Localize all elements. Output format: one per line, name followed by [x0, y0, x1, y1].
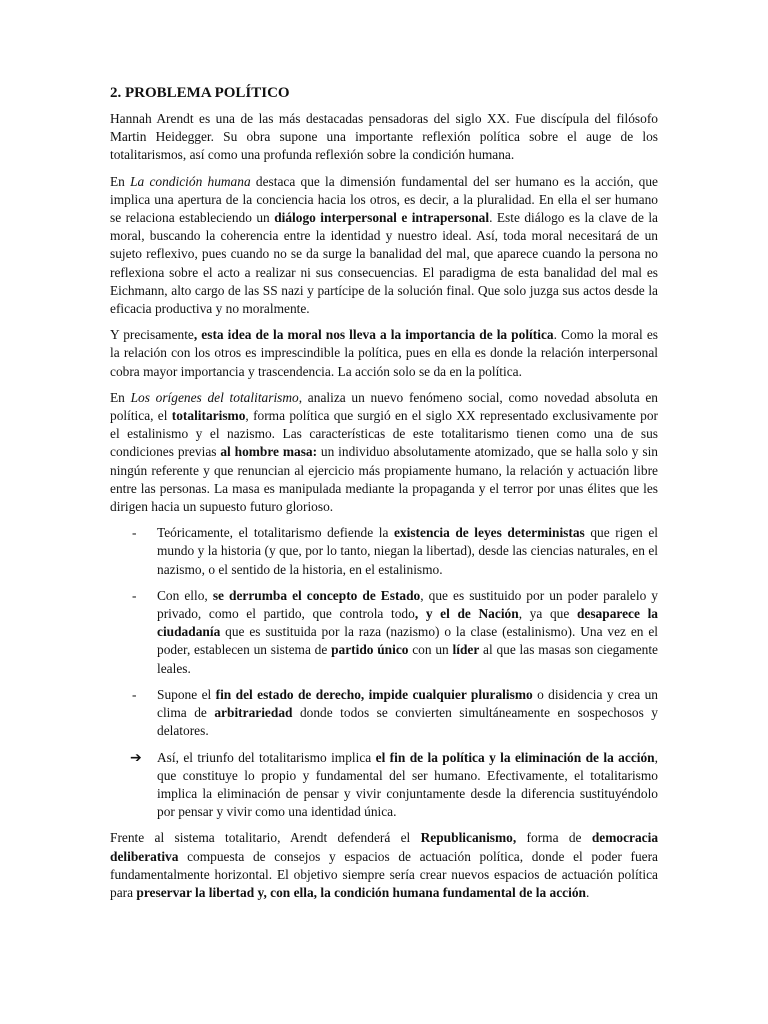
bold-phrase: Republicanismo,	[420, 830, 517, 846]
book-title: Los orígenes del totalitarismo	[130, 389, 299, 405]
list-item-conclusion: ➔ Así, el triunfo del totalitarismo implica el fin de la política y la eliminación de la acción, que constituye lo propio y fundamental del ser humano. Efectivamente, el totalitarismo implica la eliminación de pensar y vivir conjuntamente desde la diferencia sustituyéndolo por pensar y vivir como una identidad única.	[130, 749, 658, 820]
paragraph-totalitarismo: En Los orígenes del totalitarismo, analiza un nuevo fenómeno social, como novedad absoluta en política, el totalitarismo, forma política que surgió en el siglo XX representado exclusivamente por el estalinismo y el nazismo. Las características de este totalitarismo tienen como una de sus condiciones previas al hombre masa: un individuo absolutamente atomizado, que se halla solo y sin ningún referente y que renuncian al ejercicio más propiamente humano, la relación y actuación libre entre las personas. La masa es manipulada mediante la propaganda y el terror por unas élites que les dirigen hacia un supuesto futuro glorioso.	[110, 389, 658, 515]
bold-phrase: el fin de la política y la eliminación de la acción	[375, 749, 655, 765]
bold-phrase: arbitrariedad	[214, 705, 293, 721]
section-heading: 2. PROBLEMA POLÍTICO	[110, 85, 290, 101]
bold-phrase: desaparece la ciudadanía	[157, 606, 658, 640]
bold-phrase: preservar la libertad y, con ella, la condición humana fundamental de la acción	[136, 884, 586, 900]
dash-bullet: -	[132, 525, 137, 541]
arrow-right-icon: ➔	[130, 749, 142, 766]
bold-phrase: se derrumba el concepto de Estado	[212, 587, 421, 603]
dash-bullet: -	[132, 686, 137, 702]
bold-phrase: , esta idea de la moral nos lleva a la importancia de la política	[193, 327, 554, 343]
characteristics-list	[110, 524, 658, 821]
list-item: - Teóricamente, el totalitarismo defiende la existencia de leyes deterministas que rigen el mundo y la historia (y que, por lo tanto, niegan la libertad), desde las ciencias naturales, en el nazismo, o el sentido de la historia, en el estalinismo.	[132, 525, 658, 577]
book-title: La condición humana	[130, 173, 251, 189]
dash-bullet: -	[132, 587, 137, 603]
paragraph-intro: Hannah Arendt es una de las más destacadas pensadoras del siglo XX. Fue discípula del filósofo Martin Heidegger. Su obra supone una importante reflexión política sobre el auge de los totalitarismos, así como una profunda reflexión sobre la condición humana.	[110, 111, 658, 163]
paragraph-condicion-humana: En La condición humana destaca que la dimensión fundamental del ser humano es la acción, que implica una apertura de la conciencia hacia los otros, es decir, a la pluralidad. En ella el ser humano se relaciona estableciendo un diálogo interpersonal e intrapersonal. Este diálogo es la clave de la moral, buscando la coherencia entre la identidad y nuestro ideal. Así, toda moral necesitará de un sujeto reflexivo, pues cuando no se da surge la banalidad del mal, que aparece cuando la persona no reflexiona sobre el acto a realizar ni sus consecuencias. El paradigma de esta banalidad del mal es Eichmann, alto cargo de las SS nazi y partícipe de la solución final. Que solo juzga sus actos desde la eficacia productiva y no moralmente.	[110, 173, 658, 317]
paragraph-republicanismo: Frente al sistema totalitario, Arendt defenderá el Republicanismo, forma de democracia deliberativa compuesta de consejos y espacios de actuación política, donde el poder fuera fundamentalmente horizontal. El objetivo siempre sería crear nuevos espacios de actuación política para preservar la libertad y, con ella, la condición humana fundamental de la acción.	[110, 830, 659, 900]
list-item: - Con ello, se derrumba el concepto de Estado, que es sustituido por un poder paralelo y privado, como el partido, que controla todo, y el de Nación, ya que desaparece la ciudadanía que es sustituida por la raza (nazismo) o la clase (estalinismo). Una vez en el poder, establecen un sistema de partido único con un líder al que las masas son ciegamente leales.	[132, 587, 658, 676]
bold-phrase: democracia deliberativa	[110, 830, 659, 864]
bold-phrase: partido único	[331, 642, 409, 658]
list-item: - Supone el fin del estado de derecho, impide cualquier pluralismo o disidencia y crea un clima de arbitrariedad donde todos se convierten simultáneamente en sospechosos y delatores.	[132, 686, 659, 739]
paragraph-moral-politica: Y precisamente, esta idea de la moral nos lleva a la importancia de la política. Como la moral es la relación con los otros es imprescindible la política, pues en ella es donde la relación interpersonal cobra mayor importancia y trascendencia. La acción solo se da en la política.	[110, 327, 658, 379]
bold-phrase: líder	[452, 642, 480, 658]
bold-phrase: fin del estado de derecho, impide cualquier pluralismo	[215, 686, 533, 702]
bold-phrase: al hombre masa:	[220, 444, 318, 460]
bold-phrase: , y el de Nación	[414, 606, 519, 622]
bold-phrase: diálogo interpersonal e intrapersonal	[274, 210, 490, 226]
bold-phrase: existencia de leyes deterministas	[393, 525, 585, 541]
bold-phrase: totalitarismo	[171, 408, 246, 424]
